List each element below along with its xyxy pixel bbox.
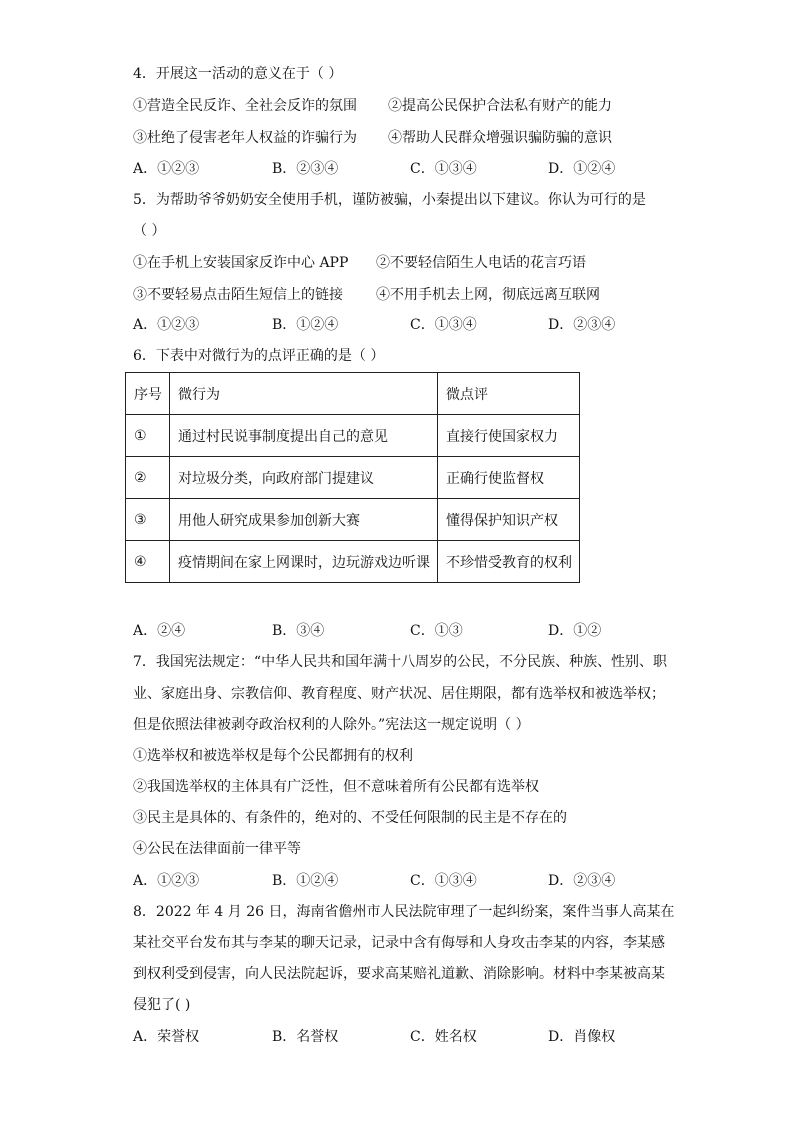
- question-5-statement-4: ④不用手机去上网，彻底远离互联网: [376, 287, 600, 303]
- table-cell: ①: [126, 415, 170, 457]
- question-4-option-b: B．②③④: [272, 161, 339, 177]
- table-cell: 疫情期间在家上网课时，边玩游戏边听课: [170, 541, 438, 583]
- question-6-option-d: D．①②: [548, 623, 602, 639]
- question-8-stem-line-4: 侵犯了( ): [133, 997, 191, 1013]
- question-5-option-c: C．①③④: [410, 317, 477, 333]
- question-7-stem-line-1: 7．我国宪法规定：“中华人民共和国年满十八周岁的公民，不分民族、种族、性别、职: [133, 654, 668, 670]
- question-5-statement-2: ②不要轻信陌生人电话的花言巧语: [376, 255, 586, 271]
- table-row: [126, 457, 580, 499]
- question-8-stem-line-2: 某社交平台发布其与李某的聊天记录，记录中含有侮辱和人身攻击李某的内容，李某感: [133, 935, 665, 951]
- table-row: [126, 415, 580, 457]
- question-4-statement-3: ③杜绝了侵害老年人权益的诈骗行为: [133, 130, 357, 146]
- question-4-option-c: C．①③④: [410, 161, 477, 177]
- question-8-option-a: A．荣誉权: [133, 1029, 200, 1045]
- table-row: [126, 499, 580, 541]
- table-cell: 不珍惜受教育的权利: [438, 541, 580, 583]
- question-4-option-a: A．①②③: [133, 161, 200, 177]
- question-7-statement-4: ④公民在法律面前一律平等: [133, 841, 301, 857]
- table-cell: ③: [126, 499, 170, 541]
- question-4-statement-2: ②提高公民保护合法私有财产的能力: [388, 98, 612, 114]
- question-5-statement-1: ①在手机上安装国家反诈中心 APP: [133, 255, 349, 271]
- table-cell: 懂得保护知识产权: [438, 499, 580, 541]
- question-4-statement-4: ④帮助人民群众增强识骗防骗的意识: [388, 130, 612, 146]
- table-header-cell: 微点评: [438, 373, 580, 415]
- question-5-option-a: A．①②③: [133, 317, 200, 333]
- question-8-option-d: D．肖像权: [548, 1029, 616, 1045]
- table-cell: 通过村民说事制度提出自己的意见: [170, 415, 438, 457]
- table-cell: 用他人研究成果参加创新大赛: [170, 499, 438, 541]
- table-cell: ④: [126, 541, 170, 583]
- question-7-stem-line-3: 但是依照法律被剥夺政治权利的人除外。”宪法这一规定说明（ ）: [133, 717, 530, 733]
- question-6-table: [125, 372, 580, 583]
- question-7-statement-2: ②我国选举权的主体具有广泛性，但不意味着所有公民都有选举权: [133, 779, 539, 795]
- question-6-stem: 6．下表中对微行为的点评正确的是（ ）: [133, 348, 385, 364]
- question-7-stem-line-2: 业、家庭出身、宗教信仰、教育程度、财产状况、居住期限，都有选举权和被选举权；: [133, 686, 665, 702]
- table-cell: 直接行使国家权力: [438, 415, 580, 457]
- question-6-option-b: B．③④: [272, 623, 325, 639]
- question-7-option-b: B．①②④: [272, 873, 339, 889]
- question-7-statement-1: ①选举权和被选举权是每个公民都拥有的权利: [133, 748, 413, 764]
- table-cell: 正确行使监督权: [438, 457, 580, 499]
- table-row: [126, 541, 580, 583]
- question-5-statement-3: ③不要轻易点击陌生短信上的链接: [133, 287, 343, 303]
- question-7-statement-3: ③民主是具体的、有条件的，绝对的、不受任何限制的民主是不存在的: [133, 810, 567, 826]
- table-header-cell: 序号: [126, 373, 170, 415]
- question-8-option-b: B．名誉权: [272, 1029, 339, 1045]
- question-5-stem: 5．为帮助爷爷奶奶安全使用手机，谨防被骗，小秦提出以下建议。你认为可行的是: [133, 192, 646, 208]
- table-cell: 对垃圾分类，向政府部门提建议: [170, 457, 438, 499]
- question-4-stem: 4．开展这一活动的意义在于（ ）: [133, 66, 343, 82]
- question-8-stem-line-3: 到权利受到侵害，向人民法院起诉，要求高某赔礼道歉、消除影响。材料中李某被高某: [133, 966, 665, 982]
- question-7-option-a: A．①②③: [133, 873, 200, 889]
- question-7-option-d: D．②③④: [548, 873, 616, 889]
- table-header-cell: 微行为: [170, 373, 438, 415]
- question-5-option-b: B．①②④: [272, 317, 339, 333]
- question-5-stem-continued: （ ）: [133, 223, 166, 239]
- question-7-option-c: C．①③④: [410, 873, 477, 889]
- question-6-option-c: C．①③: [410, 623, 463, 639]
- question-8-option-c: C．姓名权: [410, 1029, 477, 1045]
- question-5-option-d: D．②③④: [548, 317, 616, 333]
- table-cell: ②: [126, 457, 170, 499]
- question-4-statement-1: ①营造全民反诈、全社会反诈的氛围: [133, 98, 357, 114]
- table-header-row: [126, 373, 580, 415]
- question-4-option-d: D．①②④: [548, 161, 616, 177]
- question-8-stem-line-1: 8．2022 年 4 月 26 日，海南省儋州市人民法院审理了一起纠纷案，案件当事人高某在: [133, 904, 675, 920]
- question-6-option-a: A．②④: [133, 623, 186, 639]
